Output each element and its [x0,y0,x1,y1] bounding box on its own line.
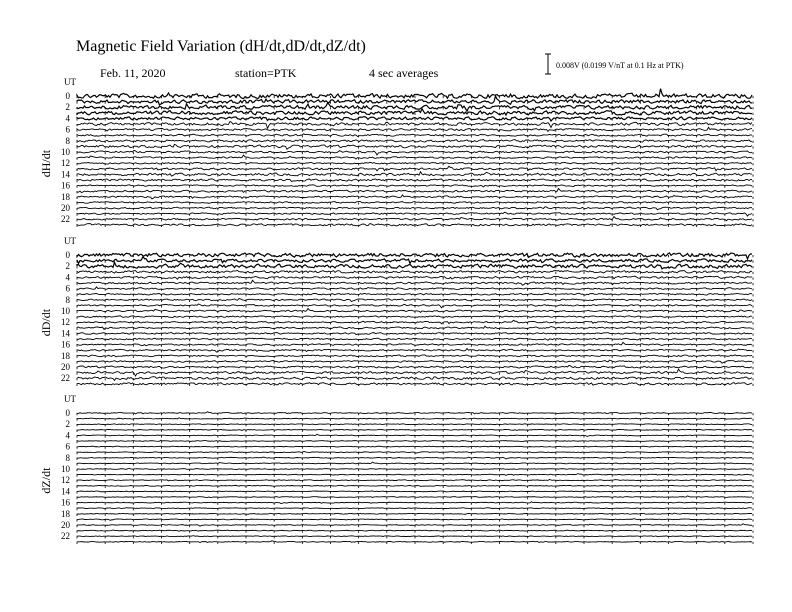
trace-line [77,299,752,302]
hour-tick-label: 0 [65,250,70,260]
trace-line [77,530,752,531]
hour-tick-label: 4 [65,272,70,283]
trace-line [77,383,752,386]
trace-line [77,216,752,220]
hour-tick-label: 6 [65,124,70,135]
y-axis-label: dH/dt [39,149,53,178]
hour-tick-label: 22 [61,373,70,384]
page-title: Magnetic Field Variation (dH/dt,dD/dt,dZ/dt) [76,38,366,55]
trace-line [77,262,752,269]
trace-line [77,188,752,192]
trace-line [77,524,752,526]
trace-line [77,140,752,143]
trace-line [77,469,752,470]
panel-dH-dt [39,77,753,227]
trace-line [77,270,752,273]
panel-dD-dt [39,236,753,386]
hour-tick-label: 18 [61,508,70,519]
trace-line [77,320,752,324]
trace-line [77,304,752,308]
trace-line [77,369,752,376]
station-label: station=PTK [235,66,297,80]
hour-tick-label: 20 [61,520,70,530]
hour-tick-label: 12 [61,317,70,328]
trace-line [77,360,752,363]
trace-line [77,212,752,216]
trace-line [77,195,752,199]
trace-line [77,162,752,164]
hour-tick-label: 12 [61,158,70,169]
trace-line [77,207,752,210]
ut-axis-label: UT [64,236,76,246]
trace-line [77,355,752,357]
trace-line [77,429,752,430]
trace-line [77,412,752,414]
hour-tick-label: 0 [65,91,70,101]
trace-line [77,276,752,279]
ut-axis-label: UT [64,394,76,404]
hour-tick-label: 22 [61,531,70,542]
hour-tick-label: 10 [61,464,70,474]
hour-tick-label: 16 [61,180,70,191]
trace-line [77,536,752,537]
trace-line [77,424,752,425]
hour-tick-label: 6 [65,283,70,294]
hour-tick-label: 4 [65,430,70,441]
y-axis-label: dD/dt [39,308,53,337]
trace-line [77,293,752,295]
ut-axis-label: UT [64,77,76,87]
hour-tick-label: 8 [65,294,70,305]
trace-line [77,172,752,176]
trace-line [77,253,752,259]
scale-label: 0.008V (0.0199 V/nT at 0.1 Hz at PTK) [556,61,684,70]
trace-line [77,508,752,509]
trace-line [77,121,752,128]
trace-line [77,127,752,131]
trace-line [77,541,752,543]
trace-line [77,144,752,149]
trace-line [77,117,752,121]
hour-tick-label: 16 [61,339,70,350]
trace-line [77,418,752,419]
trace-line [77,377,752,381]
trace-line [77,134,752,137]
panel-dZ-dt [39,394,753,544]
hour-tick-label: 10 [61,306,70,316]
hour-tick-label: 12 [61,475,70,486]
hour-tick-label: 14 [61,169,70,180]
hour-tick-label: 2 [65,261,70,272]
trace-line [77,202,752,204]
trace-line [77,109,752,115]
trace-line [77,496,752,498]
trace-line [77,333,752,335]
trace-line [77,89,752,99]
trace-line [77,103,752,111]
trace-line [77,462,752,464]
trace-line [77,326,752,329]
hour-tick-label: 18 [61,191,70,202]
trace-line [77,479,752,481]
hour-tick-label: 6 [65,441,70,452]
trace-line [77,166,752,171]
trace-line [77,179,752,182]
hour-tick-label: 20 [61,362,70,372]
trace-line [77,513,752,514]
trace-line [77,287,752,290]
hour-tick-label: 0 [65,408,70,418]
trace-line [77,155,752,159]
trace-line [77,446,752,447]
hour-tick-label: 20 [61,203,70,213]
trace-line [77,338,752,340]
averaging-label: 4 sec averages [369,66,439,80]
trace-line [77,440,752,441]
hour-tick-label: 2 [65,419,70,430]
trace-line [77,474,752,476]
trace-line [77,491,752,492]
trace-line [77,452,752,454]
trace-line [77,309,752,313]
plot-panels [39,77,753,544]
hour-tick-label: 14 [61,328,70,339]
hour-tick-label: 10 [61,147,70,157]
trace-line [77,342,752,345]
trace-line [77,185,752,187]
trace-line [77,502,752,504]
trace-line [77,224,752,226]
hour-tick-label: 4 [65,113,70,124]
hour-tick-label: 18 [61,350,70,361]
hour-tick-label: 14 [61,486,70,497]
date-label: Feb. 11, 2020 [100,66,166,80]
trace-line [77,150,752,155]
trace-line [77,485,752,486]
trace-line [77,434,752,436]
trace-line [77,457,752,459]
scale-bar [545,54,551,74]
y-axis-label: dZ/dt [39,467,53,494]
trace-line [77,280,752,285]
hour-tick-label: 8 [65,135,70,146]
trace-line [77,365,752,368]
trace-line [77,257,752,264]
hour-tick-label: 2 [65,102,70,113]
trace-line [77,519,752,521]
hour-tick-label: 22 [61,214,70,225]
trace-line [77,316,752,318]
hour-tick-label: 8 [65,452,70,463]
trace-line [77,348,752,352]
hour-tick-label: 16 [61,497,70,508]
